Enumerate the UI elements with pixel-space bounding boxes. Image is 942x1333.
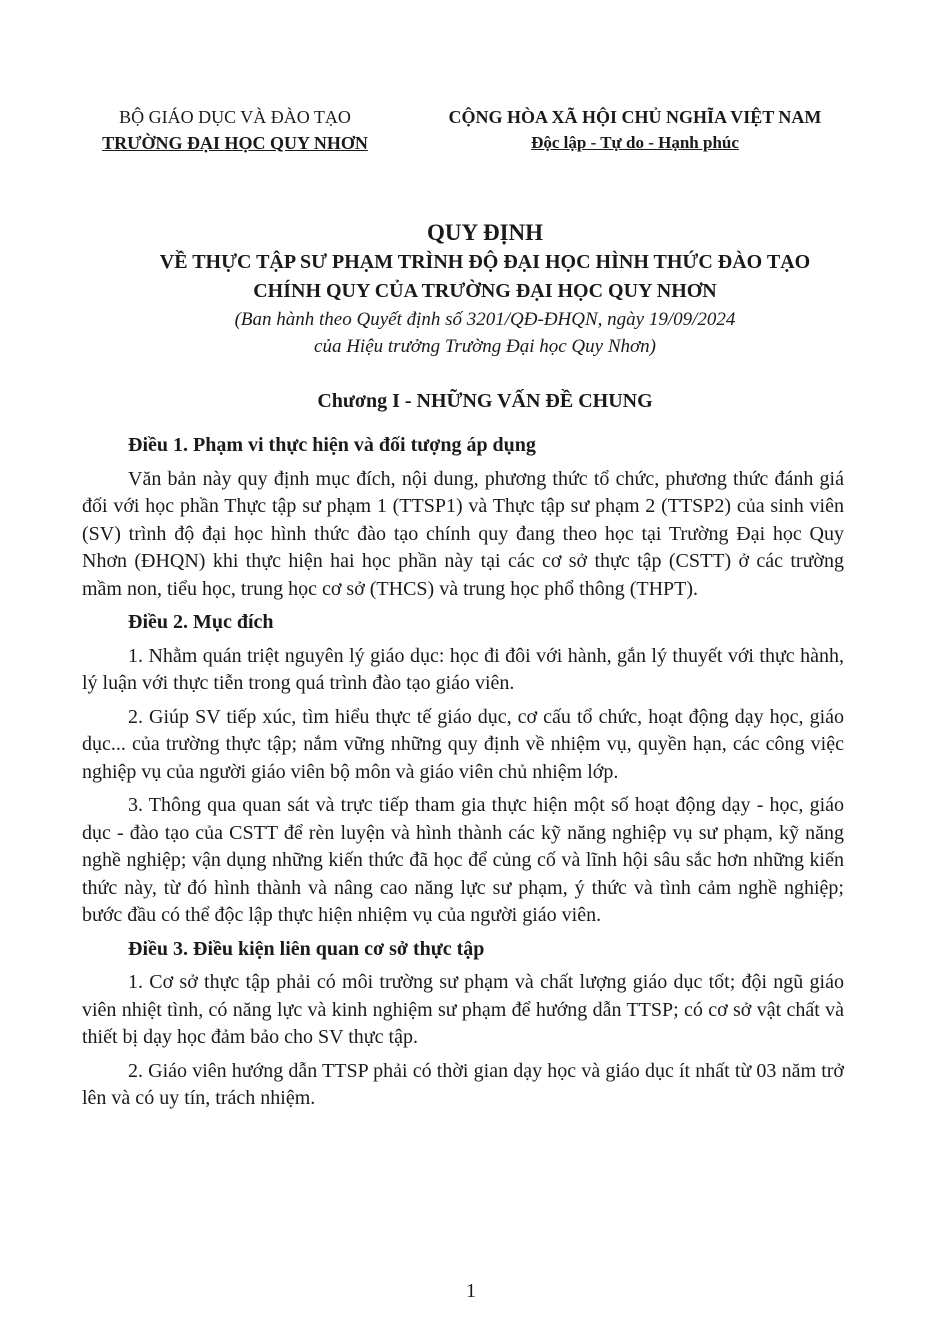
article-2-item-1: 1. Nhằm quán triệt nguyên lý giáo dục: học đi đôi với hành, gắn lý thuyết với thực hành, lý luận với thực tiễn trong quá trình đào tạo giáo viên.	[82, 644, 844, 694]
article-3-item-1: 1. Cơ sở thực tập phải có môi trường sư phạm và chất lượng giáo dục tốt; đội ngũ giáo viên nhiệt tình, có năng lực và kinh nghiệm sư phạm để hướng dẫn TTSP; có cơ sở vật chất và thiết bị dạy học đảm bảo cho SV thực tập.	[82, 971, 844, 1048]
document-subtitle-line2: CHÍNH QUY CỦA TRƯỜNG ĐẠI HỌC QUY NHƠN	[253, 280, 717, 302]
issuance-note-line1: (Ban hành theo Quyết định số 3201/QĐ-ĐHQN, ngày 19/09/2024	[234, 309, 736, 330]
national-header	[420, 104, 850, 156]
article-3-title: Điều 3. Điều kiện liên quan cơ sở thực tập	[128, 937, 485, 960]
document-title: QUY ĐỊNH	[426, 220, 544, 245]
article-3-item-2: 2. Giáo viên hướng dẫn TTSP phải có thời gian dạy học và giáo dục ít nhất từ 03 năm trở lên và có uy tín, trách nhiệm.	[82, 1059, 844, 1109]
ministry-name: BỘ GIÁO DỤC VÀ ĐÀO TẠO	[119, 107, 351, 127]
page-number: 1	[466, 1280, 476, 1302]
chapter-heading: Chương I - NHỮNG VẤN ĐỀ CHUNG	[317, 390, 653, 412]
document-title-block	[60, 218, 910, 360]
document-body	[82, 432, 844, 1119]
article-2-title: Điều 2. Mục đích	[128, 611, 274, 633]
university-name: TRƯỜNG ĐẠI HỌC QUY NHƠN	[102, 133, 368, 153]
article-2-item-2: 2. Giúp SV tiếp xúc, tìm hiểu thực tế giáo dục, cơ cấu tổ chức, hoạt động dạy học, giáo dục... của trường thực tập; nắm vững những quy định về nhiệm vụ, quyền hạn, các công việc nghiệp vụ của người giáo viên bộ môn và giáo viên chủ nhiệm lớp.	[82, 705, 844, 783]
article-1-title: Điều 1. Phạm vi thực hiện và đối tượng áp dụng	[128, 434, 536, 456]
article-1-paragraph: Văn bản này quy định mục đích, nội dung, phương thức tổ chức, phương thức đánh giá đối với học phần Thực tập sư phạm 1 (TTSP1) và Thực tập sư phạm 2 (TTSP2) của sinh viên (SV) trình độ đại học hình thức đào tạo chính quy đang theo học tại Trường Đại học Quy Nhơn (ĐHQN) khi thực hiện hai học phần này tại các cơ sở thực tập (CSTT) ở các trường mầm non, tiểu học, trung học cơ sở (THCS) và trung học phổ thông (THPT).	[82, 467, 844, 600]
article-2-item-3: 3. Thông qua quan sát và trực tiếp tham gia thực hiện một số hoạt động dạy - học, giáo dục - đào tạo của CSTT để rèn luyện và hình thành các kỹ năng nghiệp vụ sư phạm, kỹ năng nghề nghiệp; vận dụng những kiến thức đã học để củng cố và lĩnh hội sâu sắc hơn những kiến thức này, từ đó hình thành và nâng cao năng lực sư phạm, ý thức và tình cảm nghề nghiệp; bước đầu có thể độc lập thực hiện nhiệm vụ của người giáo viên.	[82, 794, 844, 926]
national-motto: Độc lập - Tự do - Hạnh phúc	[531, 133, 739, 152]
document-subtitle-line1: VỀ THỰC TẬP SƯ PHẠM TRÌNH ĐỘ ĐẠI HỌC HÌNH THỨC ĐÀO TẠO	[159, 251, 811, 273]
issuance-note-line2: của Hiệu trưởng Trường Đại học Quy Nhơn)	[314, 336, 656, 357]
country-name: CỘNG HÒA XÃ HỘI CHỦ NGHĨA VIỆT NAM	[448, 107, 822, 127]
ministry-header	[60, 104, 410, 156]
